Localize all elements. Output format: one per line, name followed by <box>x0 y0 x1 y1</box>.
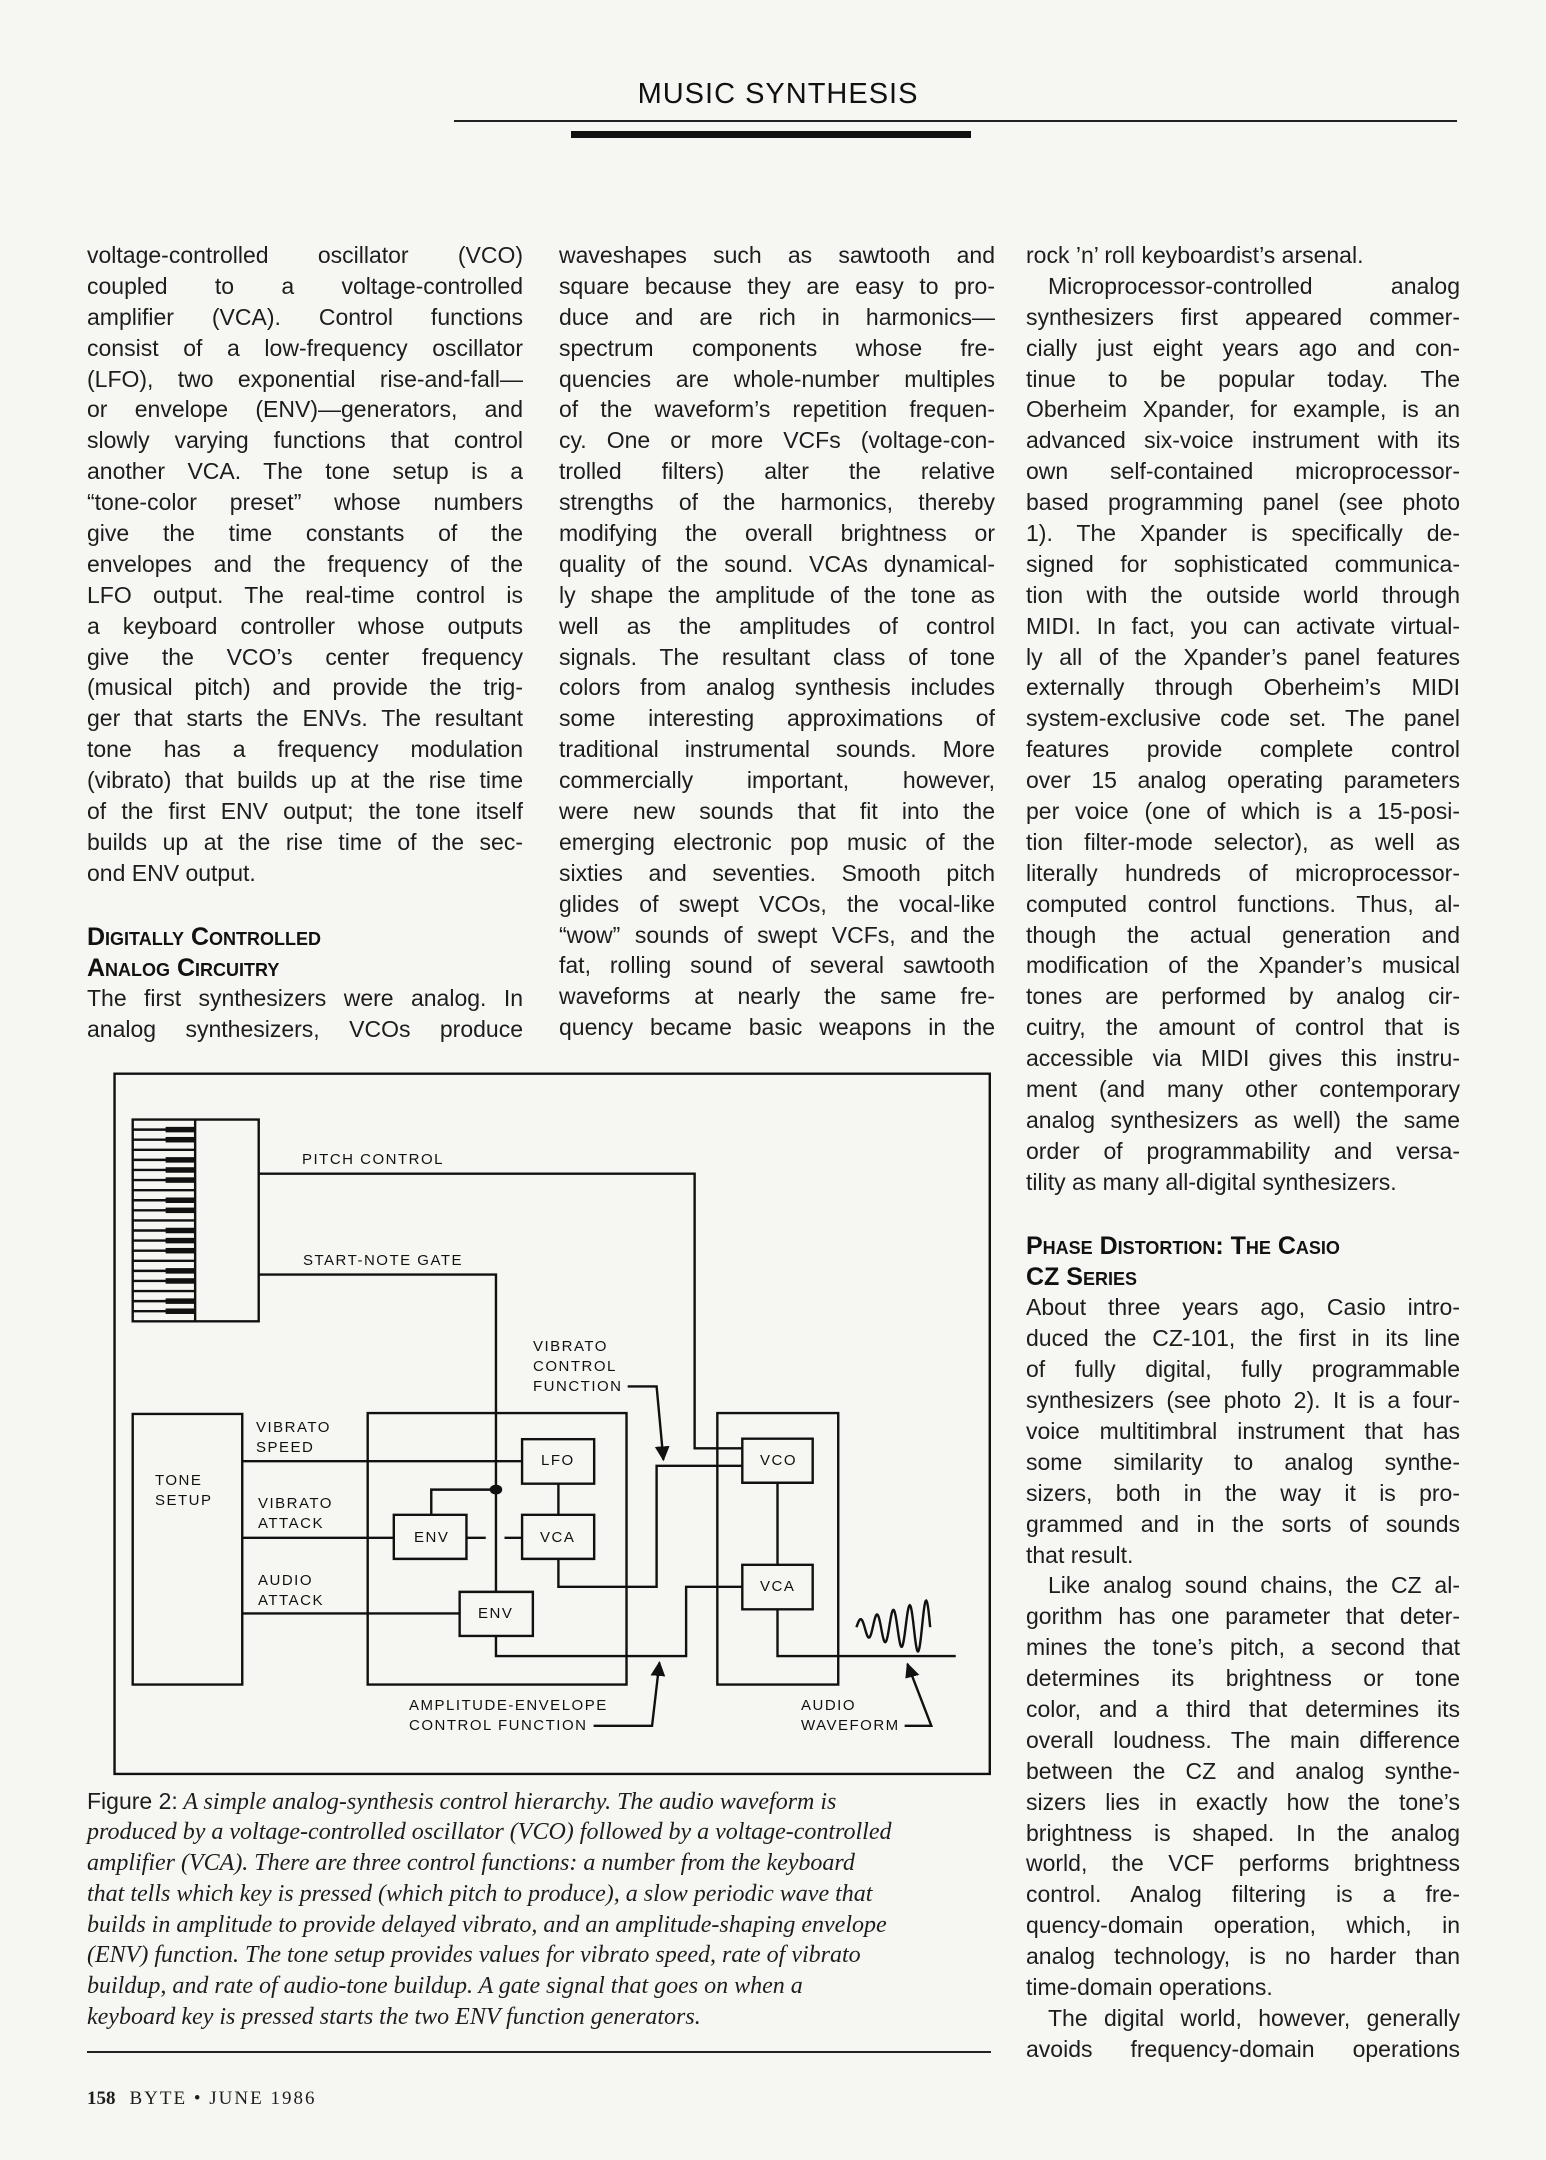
body-text-line: ly shape the amplitude of the tone as <box>559 581 995 608</box>
body-text-line: quency-domain operation, which, in <box>1026 1912 1460 1939</box>
body-text-line: sixties and seventies. Smooth pitch <box>559 859 995 886</box>
text-column-1 <box>87 240 523 1045</box>
body-text-line: cially just eight years ago and con- <box>1026 334 1460 361</box>
body-text-line: trolled filters) alter the relative <box>559 458 995 485</box>
junction-dot <box>490 1485 502 1495</box>
caption-line <box>87 1817 1017 1848</box>
body-text-line: waveshapes such as sawtooth and <box>559 242 995 268</box>
black-key <box>166 1228 196 1234</box>
figure-caption <box>87 1786 1017 2033</box>
body-text-line: Microprocessor-controlled analog <box>1048 272 1460 299</box>
body-text-line: give the time constants of the <box>87 520 523 547</box>
body-text-line: builds up at the rise time of the sec- <box>87 828 523 855</box>
black-key <box>166 1177 196 1183</box>
label-start-note-gate: START-NOTE GATE <box>303 1252 464 1269</box>
body-text-line: (vibrato) that builds up at the rise time <box>87 767 523 794</box>
body-text-line: glides of swept VCOs, the vocal-like <box>559 890 995 917</box>
body-text-line: About three years ago, Casio intro- <box>1026 1294 1460 1321</box>
body-text-line: LFO output. The real-time control is <box>87 581 523 608</box>
body-text-line: colors from analog synthesis includes <box>559 674 995 701</box>
body-text-line: a keyboard controller whose outputs <box>87 612 523 639</box>
body-text-line: order of programmability and versa- <box>1026 1137 1460 1164</box>
black-key <box>166 1238 196 1244</box>
body-text-line: another VCA. The tone setup is a <box>87 458 523 485</box>
body-text-line: analog technology, is no harder than <box>1026 1943 1460 1970</box>
pitch-control-line <box>259 1174 743 1449</box>
body-text-line: tones are performed by analog cir- <box>1026 983 1460 1010</box>
body-text-line: The first synthesizers were analog. In <box>87 985 523 1012</box>
body-text-line: gorithm has one parameter that deter- <box>1026 1603 1460 1630</box>
body-text-line: The digital world, however, generally <box>1048 2004 1460 2031</box>
body-text-line: amplifier (VCA). Control functions <box>87 303 523 330</box>
label-env-1: ENV <box>414 1529 450 1546</box>
page-number: 158 <box>87 2088 116 2109</box>
black-key <box>166 1298 196 1304</box>
body-text-line: square because they are easy to pro- <box>559 272 995 299</box>
body-text-line: commercially important, however, <box>559 767 995 794</box>
section-heading: CZ Series <box>1026 1262 1137 1291</box>
label-vca-1: VCA <box>540 1529 576 1546</box>
body-text-line: sizers lies in exactly how the tone’s <box>1026 1788 1460 1815</box>
body-text-line: were new sounds that fit into the <box>559 798 995 825</box>
body-text-line: voice multitimbral instrument that has <box>1026 1417 1460 1444</box>
black-key <box>166 1308 196 1314</box>
caption-text: buildup, and rate of audio-tone buildup. A gate signal that goes on when a <box>87 1973 803 2000</box>
section-heading: Phase Distortion: The Casio <box>1026 1231 1340 1260</box>
black-key <box>166 1268 196 1274</box>
label-tone-setup: TONE SETUP <box>155 1472 213 1509</box>
body-text-line: analog synthesizers as well) the same <box>1026 1106 1460 1133</box>
body-text-line: externally through Oberheim’s MIDI <box>1026 674 1460 701</box>
body-text-line: give the VCO’s center frequency <box>87 643 523 670</box>
diagram-lines <box>110 1070 1000 1790</box>
body-text-line: quency became basic weapons in the <box>559 1014 995 1041</box>
body-text-line: signed for sophisticated communica- <box>1026 550 1460 577</box>
label-audio-waveform: AUDIO WAVEFORM <box>801 1697 900 1734</box>
caption-text: builds in amplitude to provide delayed vibrato, and an amplitude-shaping envelope <box>87 1911 887 1938</box>
figure-2-diagram <box>110 1070 1000 1790</box>
body-text-line: control. Analog filtering is a fre- <box>1026 1881 1460 1908</box>
black-key <box>166 1208 196 1214</box>
body-text-line: grammed and in the sorts of sounds <box>1026 1510 1460 1537</box>
figure-label: Figure 2: <box>87 1788 178 1814</box>
gate-to-env1-line <box>431 1490 496 1515</box>
footer-rule <box>87 2051 991 2053</box>
body-text-line: modifying the overall brightness or <box>559 520 995 547</box>
label-vco: VCO <box>760 1452 798 1469</box>
body-text-line: rock ’n’ roll keyboardist’s arsenal. <box>1026 242 1364 268</box>
body-text-line: tion filter-mode selector), as well as <box>1026 828 1460 855</box>
body-text-line: consist of a low-frequency oscillator <box>87 334 523 361</box>
caption-line <box>87 1910 1017 1941</box>
running-header: MUSIC SYNTHESIS <box>637 78 919 110</box>
section-heading: Analog Circuitry <box>87 953 280 982</box>
body-text-line: time-domain operations. <box>1026 1973 1273 2000</box>
caption-text: (ENV) function. The tone setup provides values for vibrato speed, rate of vibrato <box>87 1942 861 1969</box>
body-text-line: determines its brightness or tone <box>1026 1665 1460 1692</box>
body-text-line: well as the amplitudes of control <box>559 612 995 639</box>
body-text-line: (LFO), two exponential rise-and-fall— <box>87 365 523 392</box>
label-audio-attack: AUDIO ATTACK <box>258 1572 324 1609</box>
diagram-border <box>115 1074 990 1774</box>
body-text-line: world, the VCF performs brightness <box>1026 1850 1460 1877</box>
body-text-line: duce and are rich in harmonics— <box>559 303 995 330</box>
body-text-line: color, and a third that determines its <box>1026 1695 1460 1722</box>
body-text-line: cuitry, the amount of control that is <box>1026 1014 1460 1041</box>
caption-text: keyboard key is pressed starts the two ENV function generators. <box>87 2004 701 2031</box>
black-key <box>166 1248 196 1254</box>
body-text-line: ly all of the Xpander’s panel features <box>1026 643 1460 670</box>
body-text-line: ger that starts the ENVs. The resultant <box>87 705 523 732</box>
publication-info: BYTE • JUNE 1986 <box>129 2088 317 2109</box>
caption-line <box>87 1940 1017 1971</box>
body-text-line: coupled to a voltage-controlled <box>87 272 523 299</box>
caption-text: A simple analog-synthesis control hierarchy. The audio waveform is <box>177 1789 837 1815</box>
label-vibrato-attack: VIBRATO ATTACK <box>258 1495 333 1532</box>
body-text-line: based programming panel (see photo <box>1026 489 1460 516</box>
body-text-line: 1). The Xpander is specifically de- <box>1026 520 1460 547</box>
body-text-line: (musical pitch) and provide the trig- <box>87 674 523 701</box>
body-text-line: synthesizers (see photo 2). It is a four- <box>1026 1387 1460 1414</box>
body-text-line: some similarity to analog synthe- <box>1026 1448 1460 1475</box>
body-text-line: sizers, both in the way it is pro- <box>1026 1479 1460 1506</box>
section-heading: Digitally Controlled <box>87 922 322 951</box>
black-key <box>166 1197 196 1203</box>
black-key <box>166 1127 196 1133</box>
body-text-line: own self-contained microprocessor- <box>1026 458 1460 485</box>
caption-text: amplifier (VCA). There are three control functions: a number from the keyboard <box>87 1849 855 1876</box>
black-key <box>166 1278 196 1284</box>
caption-line <box>87 1786 1017 1817</box>
body-text-line: spectrum components whose fre- <box>559 334 995 361</box>
body-text-line: duced the CZ-101, the first in its line <box>1026 1325 1460 1352</box>
body-text-line: of fully digital, fully programmable <box>1026 1356 1460 1383</box>
label-env-2: ENV <box>478 1605 514 1622</box>
body-text-line: ment (and many other contemporary <box>1026 1076 1460 1103</box>
label-vibrato-control-function: VIBRATO CONTROL FUNCTION <box>533 1338 623 1395</box>
body-text-line: modification of the Xpander’s musical <box>1026 952 1460 979</box>
label-pitch-control: PITCH CONTROL <box>302 1151 445 1168</box>
body-text-line: waveforms at nearly the same fre- <box>559 983 995 1010</box>
audio-waveform-glyph <box>856 1601 930 1652</box>
text-column-2 <box>559 240 995 1043</box>
body-text-line: envelopes and the frequency of the <box>87 550 523 577</box>
header-rule <box>454 120 1457 122</box>
body-text-line: voltage-controlled oscillator (VCO) <box>87 242 523 268</box>
body-text-line: overall loudness. The main difference <box>1026 1726 1460 1753</box>
tone-setup-box <box>133 1414 243 1685</box>
body-text-line: advanced six-voice instrument with its <box>1026 427 1460 454</box>
body-text-line: quality of the sound. VCAs dynamical- <box>559 550 995 577</box>
body-text-line: Like analog sound chains, the CZ al- <box>1048 1572 1460 1599</box>
body-text-line: between the CZ and analog synthe- <box>1026 1757 1460 1784</box>
body-text-line: though the actual generation and <box>1026 921 1460 948</box>
text-column-3 <box>1026 240 1460 2065</box>
body-text-line: brightness is shaped. In the analog <box>1026 1819 1460 1846</box>
body-text-line: accessible via MIDI gives this instru- <box>1026 1045 1460 1072</box>
waveform-arrow <box>905 1664 932 1726</box>
caption-line <box>87 1848 1017 1879</box>
body-text-line: literally hundreds of microprocessor- <box>1026 859 1460 886</box>
body-text-line: fat, rolling sound of several sawtooth <box>559 952 995 979</box>
black-key <box>166 1167 196 1173</box>
body-text-line: synthesizers first appeared commer- <box>1026 303 1460 330</box>
body-text-line: tone has a frequency modulation <box>87 736 523 763</box>
body-text-line: or envelope (ENV)—generators, and <box>87 396 523 423</box>
label-lfo: LFO <box>541 1452 575 1469</box>
black-key <box>166 1137 196 1143</box>
body-text-line: cy. One or more VCFs (voltage-con- <box>559 427 995 454</box>
body-text-line: slowly varying functions that control <box>87 427 523 454</box>
body-text-line: signals. The resultant class of tone <box>559 643 995 670</box>
body-text-line: features provide complete control <box>1026 736 1460 763</box>
body-text-line: tility as many all-digital synthesizers. <box>1026 1168 1397 1195</box>
body-text-line: of the first ENV output; the tone itself <box>87 798 523 825</box>
body-text-line: “wow” sounds of swept VCFs, and the <box>559 921 995 948</box>
body-text-line: traditional instrumental sounds. More <box>559 736 995 763</box>
body-text-line: over 15 analog operating parameters <box>1026 767 1460 794</box>
label-amplitude-envelope: AMPLITUDE-ENVELOPE CONTROL FUNCTION <box>409 1697 608 1734</box>
body-text-line: of the waveform’s repetition frequen- <box>559 396 995 423</box>
caption-line <box>87 2002 1017 2033</box>
body-text-line: tinue to be popular today. The <box>1026 365 1460 392</box>
body-text-line: avoids frequency-domain operations <box>1026 2035 1460 2062</box>
body-text-line: strengths of the harmonics, thereby <box>559 489 995 516</box>
body-text-line: quencies are whole-number multiples <box>559 365 995 392</box>
body-text-line: that result. <box>1026 1541 1134 1568</box>
body-text-line: Oberheim Xpander, for example, is an <box>1026 396 1460 423</box>
vibrato-arrow <box>628 1386 664 1459</box>
body-text-line: system-exclusive code set. The panel <box>1026 705 1460 732</box>
body-text-line: some interesting approximations of <box>559 705 995 732</box>
body-text-line: tion with the outside world through <box>1026 581 1460 608</box>
body-text-line: computed control functions. Thus, al- <box>1026 890 1460 917</box>
caption-line <box>87 1879 1017 1910</box>
label-vibrato-speed: VIBRATO SPEED <box>256 1419 331 1456</box>
page-footer <box>87 2088 316 2110</box>
body-text-line: “tone-color preset” whose numbers <box>87 489 523 516</box>
black-key <box>166 1157 196 1163</box>
body-text-line: per voice (one of which is a 15-posi- <box>1026 798 1460 825</box>
caption-line <box>87 1971 1017 2002</box>
body-text-line: analog synthesizers, VCOs produce <box>87 1016 523 1043</box>
body-text-line: ond ENV output. <box>87 859 256 886</box>
body-text-line: MIDI. In fact, you can activate virtual- <box>1026 612 1460 639</box>
body-text-line: emerging electronic pop music of the <box>559 828 995 855</box>
caption-text: that tells which key is pressed (which pitch to produce), a slow periodic wave that <box>87 1880 873 1907</box>
caption-text: produced by a voltage-controlled oscillator (VCO) followed by a voltage-controlled <box>87 1818 892 1845</box>
body-text-line: mines the tone’s pitch, a second that <box>1026 1634 1460 1661</box>
header-bar <box>571 131 971 138</box>
label-vca-2: VCA <box>760 1578 796 1595</box>
